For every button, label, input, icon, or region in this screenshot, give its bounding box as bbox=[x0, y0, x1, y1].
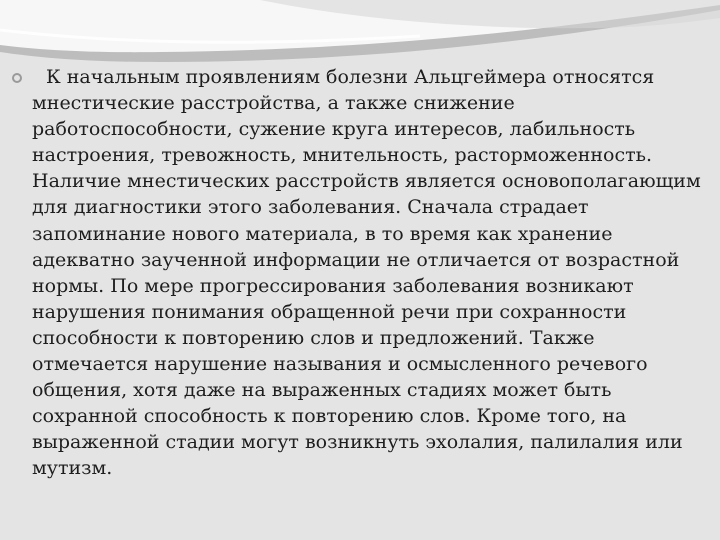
bullet-item bbox=[12, 64, 712, 482]
content-area bbox=[12, 64, 712, 482]
paragraph-text: К начальным проявлениям болезни Альцгеймера относятся мнестические расстройства, а также снижение работоспособности, сужение круга интересов, лабильность настроения, тревожность, мнительность, расторможенность. Наличие мнестических расстройств является основополагающим для диагностики этого заболевания. Сначала страдает запоминание нового материала, в то время как хранение адекватно заученной информации не отличается от возрастной нормы. По мере прогрессирования заболевания возникают нарушения понимания обращенной речи при сохранности способности к повторению слов и предложений. Также отмечается нарушение называния и осмысленного речевого общения, хотя даже на выраженных стадиях может быть сохранной способность к повторению слов. Кроме того, на выраженной стадии могут возникнуть эхолалия, палилалия или мутизм. bbox=[32, 66, 701, 480]
bullet-circle-icon bbox=[12, 73, 22, 83]
